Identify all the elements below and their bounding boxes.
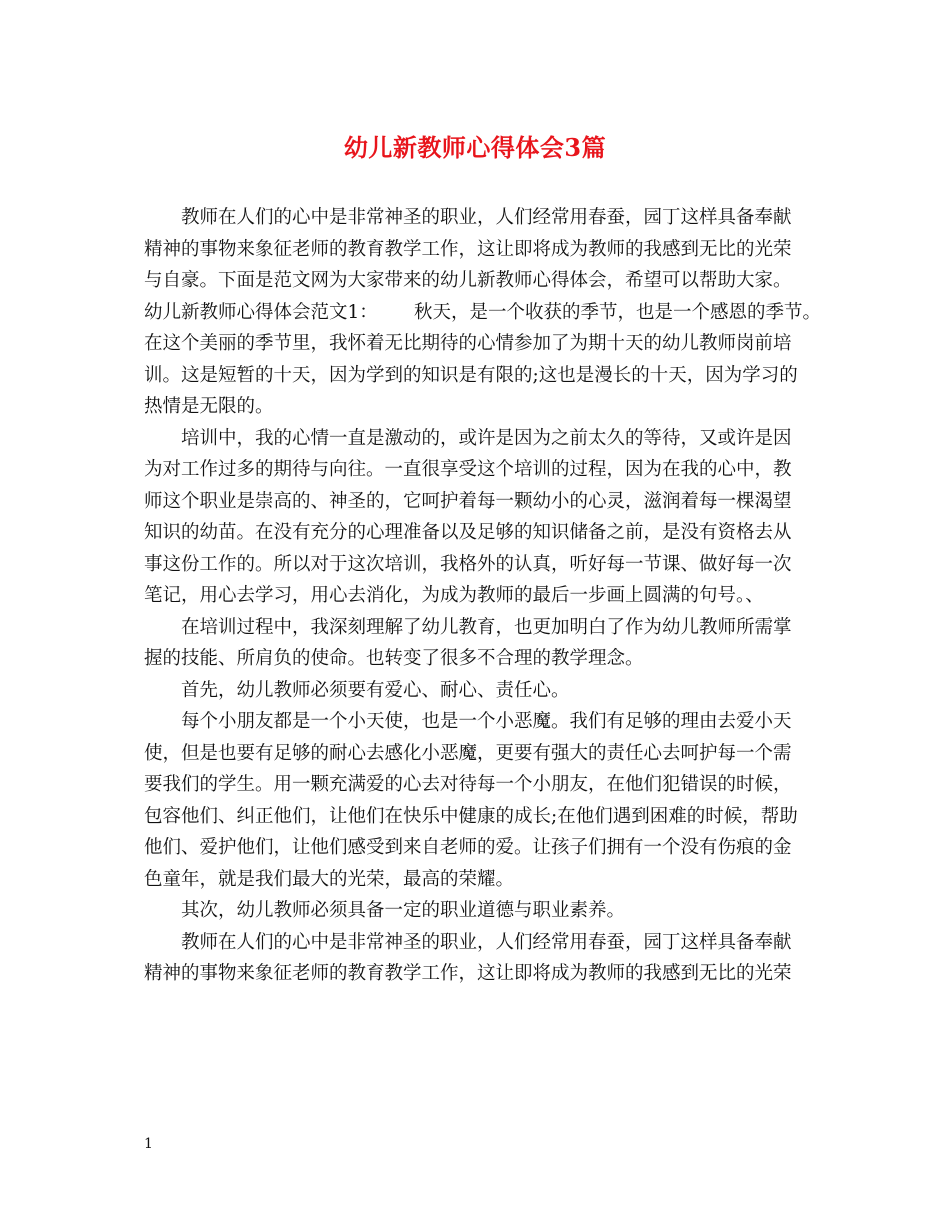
text-line: 每个小朋友都是一个小天使，也是一个小恶魔。我们有足够的理由去爱小天 bbox=[181, 711, 792, 732]
text-line: 笔记，用心去学习，用心去消化，为成为教师的最后一步画上圆满的句号。、 bbox=[144, 585, 764, 606]
text-line: 使，但是也要有足够的耐心去感化小恶魔，更要有强大的责任心去呵护每一个需 bbox=[144, 742, 792, 764]
text-line: 秋天，是一个收获的季节，也是一个感恩的季节。 bbox=[414, 301, 822, 323]
text-line: 在这个美丽的季节里，我怀着无比期待的心情参加了为期十天的幼儿教师岗前培 bbox=[144, 333, 792, 354]
text-line: 教师在人们的心中是非常神圣的职业，人们经常用春蚕，园丁这样具备奉献 bbox=[181, 207, 792, 228]
text-line: 其次，幼儿教师必须具备一定的职业道德与职业素养。 bbox=[181, 900, 626, 921]
text-line: 培训中，我的心情一直是激动的，或许是因为之前太久的等待，又或许是因 bbox=[181, 427, 792, 449]
text-line: 热情是无限的。 bbox=[144, 396, 274, 417]
document-body bbox=[144, 202, 822, 990]
text-line: 教师在人们的心中是非常神圣的职业，人们经常用春蚕，园丁这样具备奉献 bbox=[181, 931, 792, 953]
text-line: 色童年，就是我们最大的光荣，最高的荣耀。 bbox=[144, 868, 515, 890]
sample-heading-line bbox=[144, 297, 822, 329]
text-line: 要我们的学生。用一颗充满爱的心去对待每一个小朋友，在他们犯错误的时候， bbox=[144, 774, 792, 795]
text-line: 事这份工作的。所以对于这次培训，我格外的认真，听好每一节课、做好每一次 bbox=[144, 553, 792, 575]
text-line: 师这个职业是崇高的、神圣的，它呵护着每一颗幼小的心灵，滋润着每一棵渴望 bbox=[144, 490, 792, 512]
text-line: 知识的幼苗。在没有充分的心理准备以及足够的知识储备之前，是没有资格去从 bbox=[144, 522, 792, 543]
text-line: 包容他们、纠正他们，让他们在快乐中健康的成长;在他们遇到困难的时候，帮助 bbox=[144, 805, 798, 827]
text-line: 在培训过程中，我深刻理解了幼儿教育，也更加明白了作为幼儿教师所需掌 bbox=[181, 616, 792, 638]
text-line: 握的技能、所肩负的使命。也转变了很多不合理的教学理念。 bbox=[144, 648, 644, 669]
text-line: 精神的事物来象征老师的教育教学工作，这让即将成为教师的我感到无比的光荣 bbox=[144, 963, 792, 984]
text-line: 为对工作过多的期待与向往。一直很享受这个培训的过程，因为在我的心中，教 bbox=[144, 459, 792, 480]
text-line: 与自豪。下面是范文网为大家带来的幼儿新教师心得体会，希望可以帮助大家。 bbox=[144, 270, 792, 291]
page-number: 1 bbox=[144, 1136, 153, 1152]
document-title: 幼儿新教师心得体会3篇 bbox=[343, 133, 607, 162]
text-line: 他们、爱护他们，让他们感受到来自老师的爱。让孩子们拥有一个没有伤痕的金 bbox=[144, 837, 792, 858]
sample-label: 幼儿新教师心得体会范文1： bbox=[144, 301, 378, 323]
text-line: 训。这是短暂的十天，因为学到的知识是有限的;这也是漫长的十天，因为学习的 bbox=[144, 364, 798, 386]
text-line: 精神的事物来象征老师的教育教学工作，这让即将成为教师的我感到无比的光荣 bbox=[144, 238, 792, 260]
text-line: 首先，幼儿教师必须要有爱心、耐心、责任心。 bbox=[181, 679, 570, 701]
